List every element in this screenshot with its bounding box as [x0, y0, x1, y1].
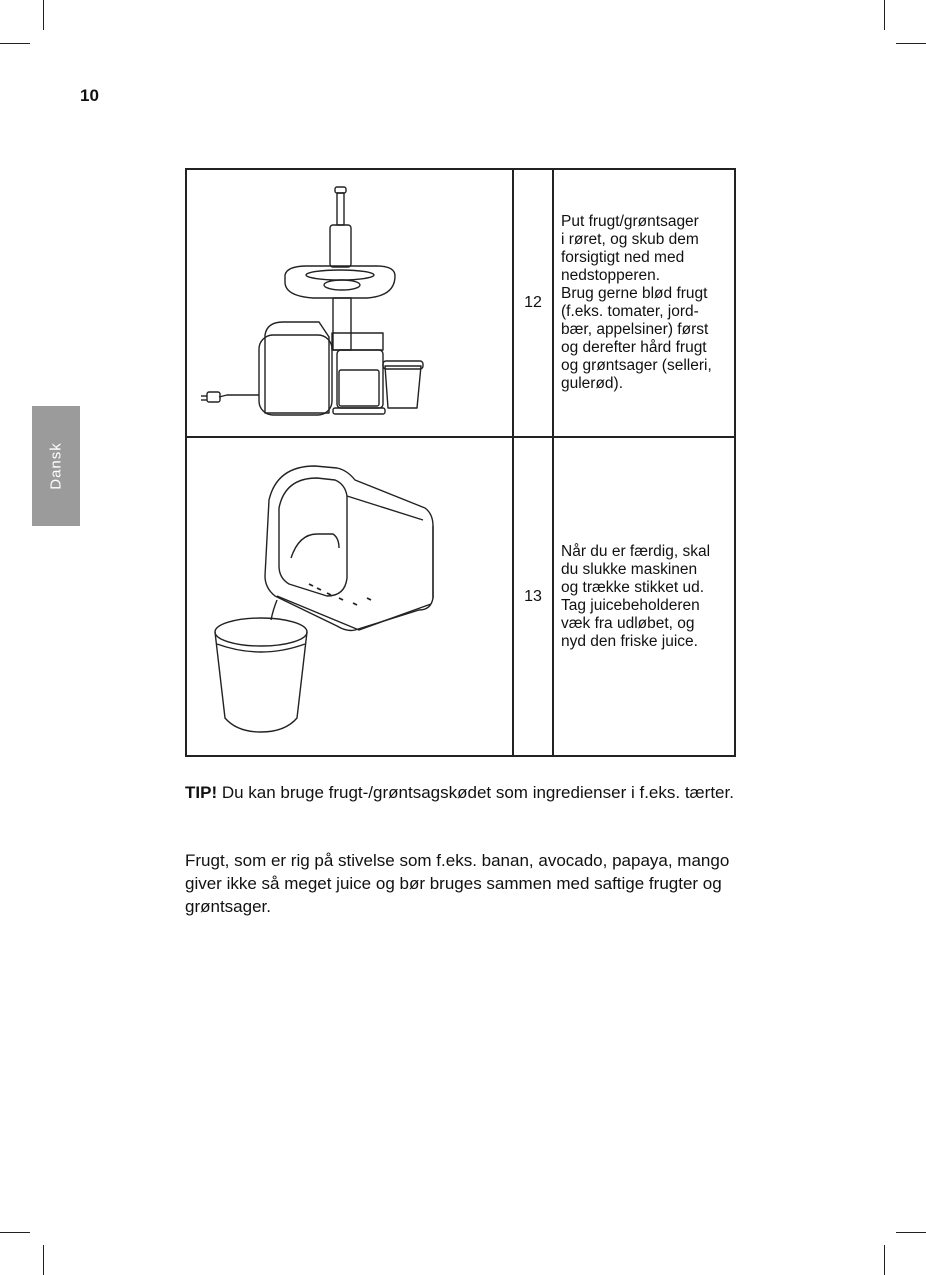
crop-mark	[896, 43, 926, 44]
step-number: 12	[514, 170, 554, 436]
page-number: 10	[80, 86, 99, 105]
language-tab-label: Dansk	[47, 442, 65, 490]
tip-paragraph	[185, 781, 745, 804]
starch-note: Frugt, som er rig på stivelse som f.eks. banan, avocado, papaya, mango giver ikke så meget juice og bør bruges sammen med saftige frugter og grøntsager.	[185, 851, 730, 916]
crop-mark	[0, 43, 30, 44]
step-number: 13	[514, 438, 554, 755]
tip-text: Du kan bruge frugt-/grøntsagskødet som ingredienser i f.eks. tærter.	[217, 783, 734, 802]
step-row	[187, 170, 734, 438]
step-description	[554, 438, 734, 755]
crop-mark	[896, 1232, 926, 1233]
juicer-with-pusher-icon	[187, 170, 512, 436]
crop-mark	[884, 0, 885, 30]
crop-mark	[0, 1232, 30, 1233]
crop-mark	[43, 0, 44, 30]
juice-container-pouring-icon	[187, 438, 512, 755]
step-description	[554, 170, 734, 436]
step-text: Når du er færdig, skal du slukke maskinen og trække stikket ud. Tag juicebeholderen væk fra udløbet, og nyd den friske juice.	[561, 542, 711, 650]
crop-mark	[43, 1245, 44, 1275]
language-tab	[32, 406, 80, 526]
step-illustration-cell	[187, 170, 514, 436]
step-row	[187, 438, 734, 755]
tip-label: TIP!	[185, 783, 218, 802]
step-illustration-cell	[187, 438, 514, 755]
step-text: Put frugt/grøntsager i røret, og skub dem forsigtigt ned med nedstopperen. Brug gerne blød frugt (f.eks. tomater, jord- bær, appelsiner) først og derefter hård frugt og grøntsager (selleri, gulerød).	[561, 213, 712, 392]
crop-mark	[884, 1245, 885, 1275]
steps-table	[185, 168, 736, 757]
